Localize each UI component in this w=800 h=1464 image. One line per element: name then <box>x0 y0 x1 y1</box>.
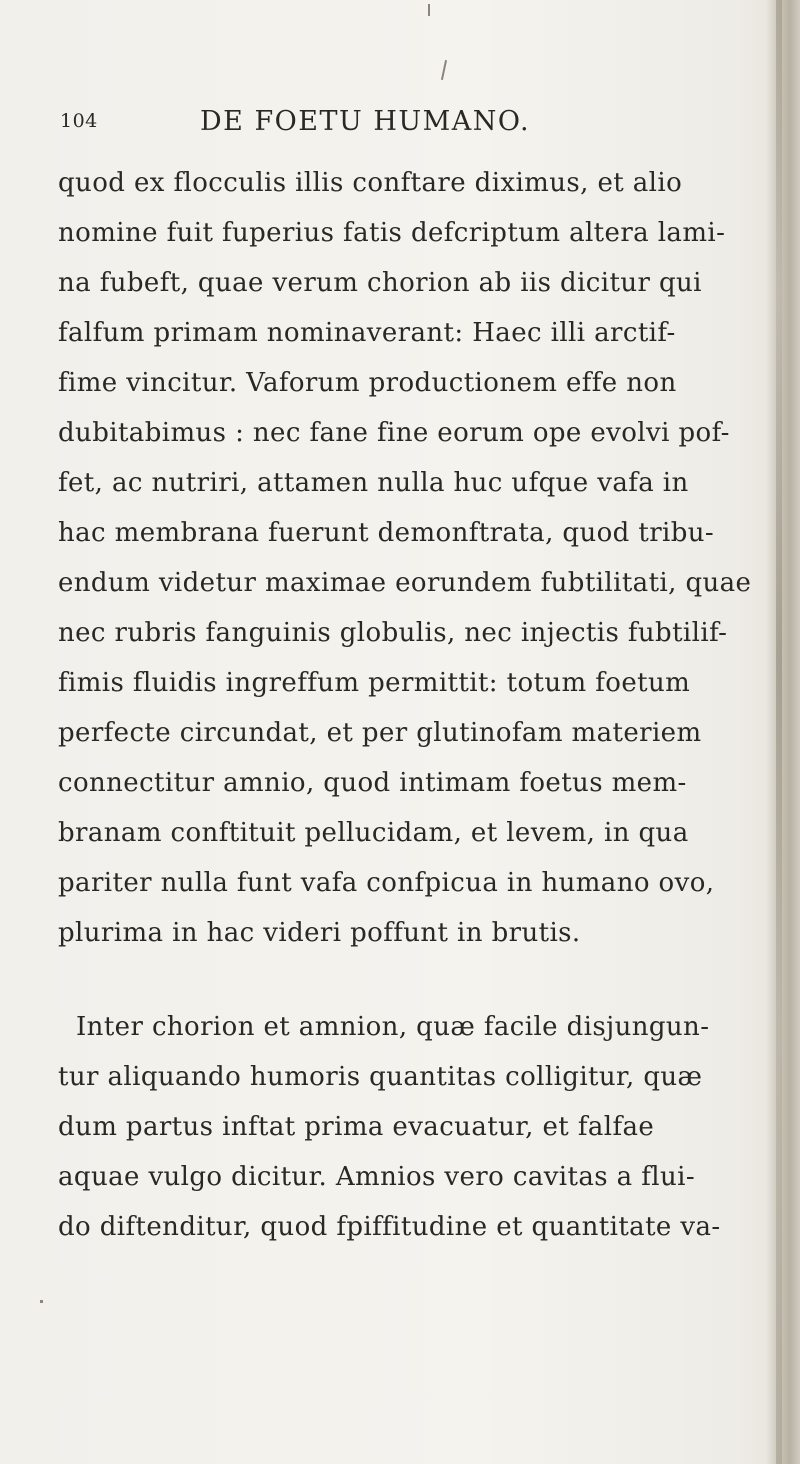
paragraph-2 <box>58 1002 770 1252</box>
text-line: connectitur amnio, quod intimam foetus mem- <box>58 768 687 798</box>
text-line: hac membrana fuerunt demonftrata, quod tribu- <box>58 518 715 548</box>
text-line: dubitabimus : nec fane fine eorum ope evolvi pof- <box>58 418 730 448</box>
ink-speck <box>441 60 447 80</box>
page-number: 104 <box>60 110 98 132</box>
text-line: fet, ac nutriri, attamen nulla huc ufque vafa in <box>58 468 689 498</box>
paragraph-gap <box>58 958 770 1002</box>
ink-speck <box>40 1300 43 1303</box>
text-block <box>58 158 770 1252</box>
running-head <box>60 100 760 140</box>
paragraph-1 <box>58 158 770 958</box>
text-line: fime vincitur. Vaforum productionem effe non <box>58 368 677 398</box>
text-line: fimis fluidis ingreffum permittit: totum foetum <box>58 668 691 698</box>
text-line: falfum primam nominaverant: Haec illi arctif- <box>58 318 676 348</box>
text-line: plurima in hac videri poffunt in brutis. <box>58 918 581 948</box>
text-line: pariter nulla funt vafa confpicua in humano ovo, <box>58 868 715 898</box>
text-line: quod ex flocculis illis conftare diximus, et alio <box>58 168 683 198</box>
page-title: DE FOETU HUMANO. <box>200 106 531 137</box>
text-line: do diftenditur, quod fpiffitudine et quantitate va- <box>58 1212 721 1242</box>
binding-shadow <box>776 0 782 1464</box>
text-line: branam conftituit pellucidam, et levem, in qua <box>58 818 689 848</box>
text-line: nec rubris fanguinis globulis, nec injectis fubtilif- <box>58 618 728 648</box>
text-line: perfecte circundat, et per glutinofam materiem <box>58 718 702 748</box>
ink-speck <box>428 4 430 16</box>
text-line: dum partus inftat prima evacuatur, et falfae <box>58 1112 655 1142</box>
text-line: endum videtur maximae eorundem fubtilitati, quae <box>58 568 752 598</box>
text-line: tur aliquando humoris quantitas colligitur, quæ <box>58 1062 703 1092</box>
text-line: na fubeft, quae verum chorion ab iis dicitur qui <box>58 268 702 298</box>
text-line: nomine fuit fuperius fatis defcriptum altera lami- <box>58 218 726 248</box>
binding-edge <box>766 0 800 1464</box>
text-line: Inter chorion et amnion, quæ facile disjungun- <box>76 1012 710 1042</box>
text-line: aquae vulgo dicitur. Amnios vero cavitas a flui- <box>58 1162 696 1192</box>
